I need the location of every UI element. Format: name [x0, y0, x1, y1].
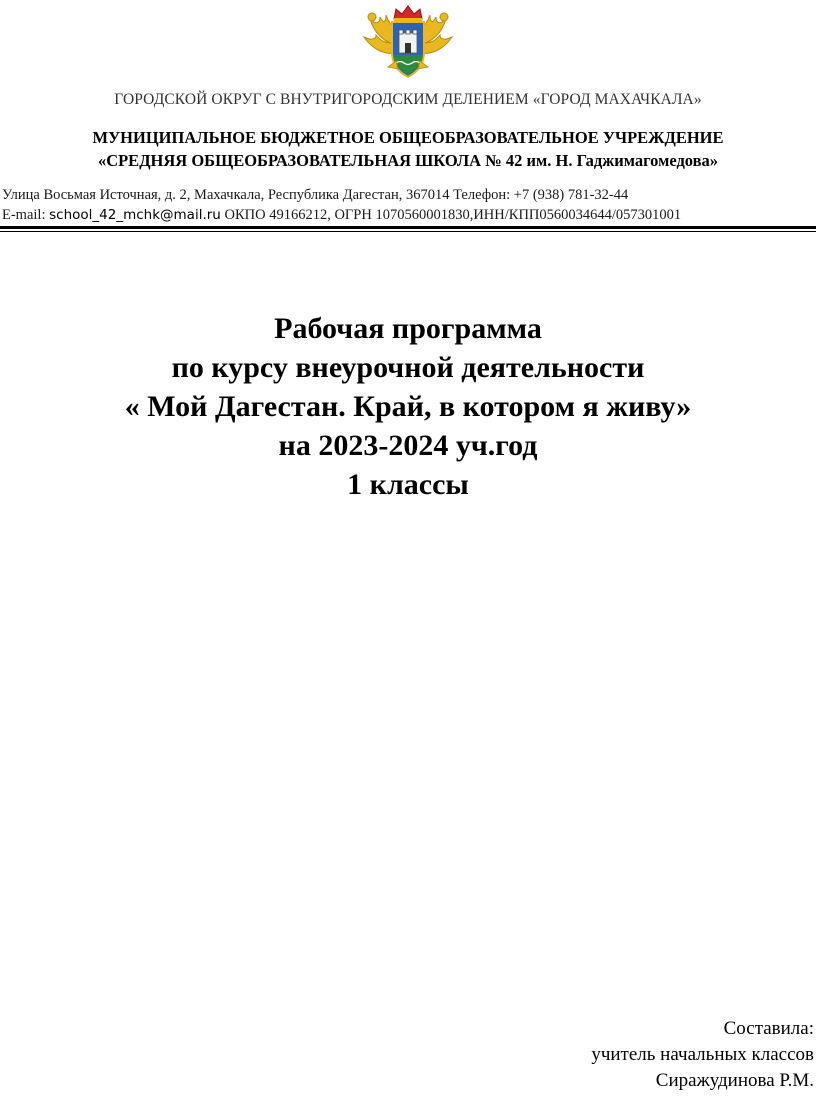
title-line-1: Рабочая программа	[274, 312, 542, 345]
registry-numbers: ОКПО 49166212, ОГРН 1070560001830,ИНН/КПП0560034644/057301001	[224, 207, 682, 223]
author-name: Сиражудинова Р.М.	[655, 1070, 814, 1091]
organization-name-line1: МУНИЦИПАЛЬНОЕ БЮДЖЕТНОЕ ОБЩЕОБРАЗОВАТЕЛЬНОЕ УЧРЕЖДЕНИЕ	[92, 128, 724, 147]
author-position: учитель начальных классов	[591, 1044, 814, 1065]
organization-name-line2: «СРЕДНЯЯ ОБЩЕОБРАЗОВАТЕЛЬНАЯ ШКОЛА № 42 им. Н. Гаджимагомедова»	[97, 151, 719, 170]
document-title	[0, 309, 816, 504]
contact-line	[2, 207, 681, 224]
header-divider-thick	[0, 226, 816, 229]
title-line-2: по курсу внеурочной деятельности	[171, 351, 645, 384]
title-line-5: 1 классы	[347, 468, 469, 501]
author-block	[591, 1016, 814, 1094]
author-label: Составила:	[723, 1018, 814, 1039]
coat-of-arms-icon	[350, 3, 466, 83]
title-line-4: на 2023-2024 уч.год	[278, 429, 538, 462]
district-name: ГОРОДСКОЙ ОКРУГ С ВНУТРИГОРОДСКИМ ДЕЛЕНИЕМ «ГОРОД МАХАЧКАЛА»	[114, 91, 702, 108]
title-line-3: « Мой Дагестан. Край, в котором я живу»	[124, 390, 692, 423]
header-divider-thin	[0, 231, 816, 232]
email-address: school_42_mchk@mail.ru	[49, 207, 221, 223]
address-line: Улица Восьмая Источная, д. 2, Махачкала, Республика Дагестан, 367014 Телефон: +7 (938) 781-32-44	[2, 187, 629, 203]
email-label: E-mail:	[2, 207, 46, 223]
